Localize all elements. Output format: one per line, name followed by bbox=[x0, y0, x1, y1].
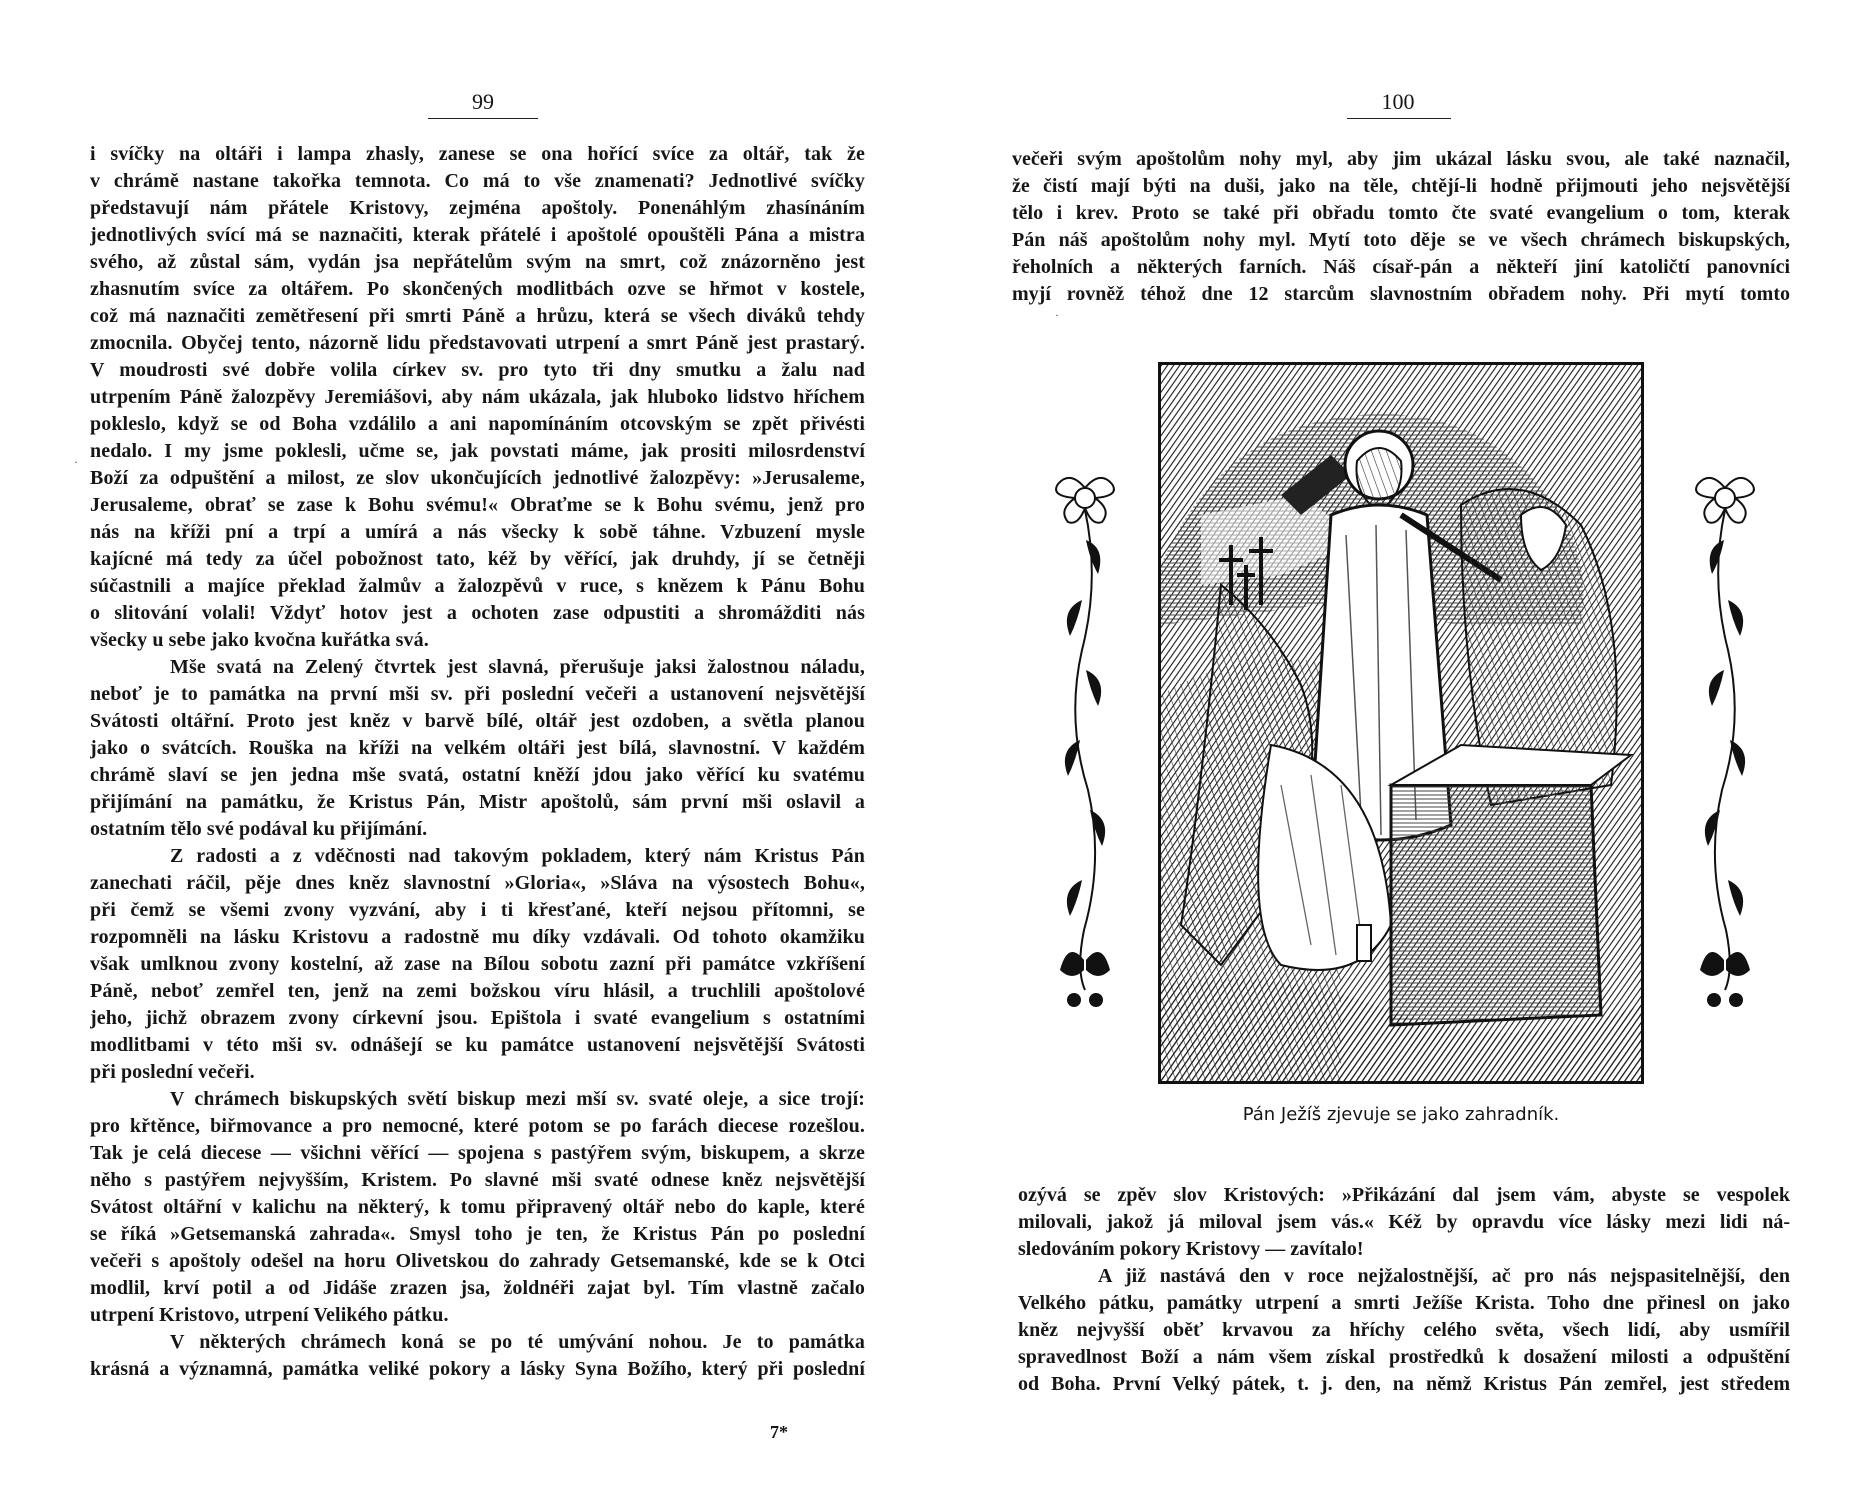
text-line: Mše svatá na Zelený čtvrtek jest slavná, přerušuje jaksi žalostnou náladu, bbox=[170, 656, 865, 678]
text-line: však umlknou zvony kostelní, až zase na Bílou sobotu zazní při památce vzkříšení bbox=[90, 953, 865, 975]
text-line: utrpením Páně žalozpěvy Jeremiášovi, aby nám ukázala, jak hluboko lidstvo hříchem bbox=[90, 386, 865, 408]
text-line: ostatním tělo své podával ku přijímání. bbox=[90, 818, 428, 840]
text-line: Boží za odpuštění a milost, ze slov ukončujících jednotlivé žalozpěvy: »Jerusaleme, bbox=[90, 467, 865, 489]
text-line: Svátost oltářní v kalichu na některý, k tomu připravený oltář nebo do kaple, které bbox=[90, 1196, 865, 1218]
text-line: nedalo. I my jsme poklesli, učme se, jak povstati máme, jak prositi milosrdenství bbox=[90, 440, 865, 462]
text-line: Pán náš apoštolům nohy myl. Mytí toto děje se ve všech chrámech biskupských, bbox=[1012, 229, 1790, 251]
text-line: Svátosti oltářní. Proto jest kněz v barvě bílé, oltář jest ozdoben, a světla planou bbox=[90, 710, 865, 732]
left-body-text bbox=[90, 141, 865, 1383]
text-line: neboť je to památka na první mši sv. při poslední večeři a ustanovení nejsvětější bbox=[90, 683, 865, 705]
text-line: modlitbami v této mši sv. odnášejí se ku památce ustanovení nejsvětější Svátosti bbox=[90, 1034, 865, 1056]
text-line: krásná a významná, památka veliké pokory a lásky Syna Božího, který při poslední bbox=[90, 1358, 865, 1380]
text-line: při čemž se všemi zvony vyzvání, aby i ti křesťané, kteří nejsou přítomni, se bbox=[90, 899, 865, 921]
floral-border-ornament bbox=[1040, 470, 1130, 1030]
text-line: o slitování volali! Vždyť hotov jest a ochoten zase odpustiti a shromážditi nás bbox=[90, 602, 865, 624]
text-line: kajícné má tedy za účel pobožnost tato, kéž by věřící, jak druhdy, jí se četněji bbox=[90, 548, 865, 570]
text-line: i svíčky na oltáři i lampa zhasly, zanese se ona hořící svíce za oltář, tak že bbox=[90, 143, 865, 165]
text-line: svého, až zůstal sám, vydán jsa nepřátelům svým na smrt, což znázorněno jest bbox=[90, 251, 865, 273]
text-line: milovali, jakož já miloval jsem vás.« Kéž by opravdu více lásky mezi lidi ná- bbox=[1018, 1211, 1790, 1233]
text-line: Jerusaleme, obrať se zase k Bohu svému!« Obraťme se k Bohu svému, jenž pro bbox=[90, 494, 865, 516]
text-line: řeholních a některých farních. Náš císař-pán a někteří jiní katoličtí panovníci bbox=[1012, 256, 1790, 278]
text-line: utrpení Kristovo, utrpení Velikého pátku. bbox=[90, 1304, 449, 1326]
right-page bbox=[930, 0, 1860, 1500]
text-line: pokleslo, když se od Boha vzdálilo a ani napomínáním otcovským se zpět přivésti bbox=[90, 413, 865, 435]
text-line: při poslední večeři. bbox=[90, 1061, 255, 1083]
text-line: jednotlivých svící má se naznačiti, kterak přátelé i apoštolé opouštěli Pána a mistra bbox=[90, 224, 865, 246]
text-line: něho s pastýřem nejvyšším, Kristem. Po slavné mši svaté odnese kněz nejsvětější bbox=[90, 1169, 865, 1191]
text-line: Z radosti a z vděčnosti nad takovým pokladem, který nám Kristus Pán bbox=[170, 845, 865, 867]
text-line: že čistí mají býti na duši, jako na těle, chtějí-li hodně přijmouti jeho nejsvětější bbox=[1012, 175, 1790, 197]
page-number: 100 bbox=[1381, 89, 1415, 114]
text-line: což má naznačiti zemětřesení při smrti Páně a hrůzu, která se všech diváků tehdy bbox=[90, 305, 865, 327]
text-line: představují nám přátele Kristovy, zejména apoštoly. Ponenáhlým zhasínáním bbox=[90, 197, 865, 219]
text-line: pro křtěnce, biřmovance a pro nemocné, které potom se po farách diecese rozešlou. bbox=[90, 1115, 865, 1137]
page-number: 99 bbox=[472, 89, 494, 114]
engraving-illustration bbox=[1158, 362, 1644, 1084]
text-line: A již nastává den v roce nejžalostnější, ač pro nás nejspasitelnější, den bbox=[1098, 1265, 1790, 1287]
floral-border-ornament bbox=[1680, 470, 1770, 1030]
text-line: ozývá se zpěv slov Kristových: »Přikázání dal jsem vám, abyste se vespolek bbox=[1018, 1184, 1790, 1206]
text-line: V chrámech biskupských světí biskup mezi mší sv. svaté oleje, a sice trojí: bbox=[170, 1088, 865, 1110]
illustration-caption: Pán Ježíš zjevuje se jako zahradník. bbox=[1242, 1104, 1560, 1125]
text-line: modlil, krví potil a od Jidáše zrazen jsa, žoldnéři zajat byl. Tím vlastně začalo bbox=[90, 1277, 865, 1299]
text-line: v chrámě nastane takořka temnota. Co má to vše znamenati? Jednotlivé svíčky bbox=[90, 170, 865, 192]
text-line: od Boha. První Velký pátek, t. j. den, na němž Kristus Pán zemřel, jest středem bbox=[1018, 1373, 1790, 1395]
page-number-rule bbox=[1347, 118, 1451, 119]
text-line: jako o svátcích. Rouška na kříži na velkém oltáři jest bílá, slavnostní. V každém bbox=[90, 737, 865, 759]
text-line: súčastnili a majíce překlad žalmův a žalozpěvů v ruce, s knězem k Pánu Bohu bbox=[90, 575, 865, 597]
text-line: Velkého pátku, památky utrpení a smrti Ježíše Krista. Toho dne přinesl on jako bbox=[1018, 1292, 1790, 1314]
risen-christ-gardener-engraving bbox=[1161, 365, 1641, 1081]
text-line: zanechati ráčil, pěje dnes kněz slavnostní »Gloria«, »Sláva na výsostech Bohu«, bbox=[90, 872, 865, 894]
text-line: chrámě slaví se jen jedna mše svatá, ostatní kněží jdou jako věřící ku svatému bbox=[90, 764, 865, 786]
text-line: jeho, jichž obrazem zvony církevní jsou. Epištola i svaté evangelium s ostatními bbox=[90, 1007, 865, 1029]
text-line: spravedlnost Boží a nám všem získal prostředků k dosažení milosti a odpuštění bbox=[1018, 1346, 1790, 1368]
text-line: se říká »Getsemanská zahrada«. Smysl toho je ten, že Kristus Pán po poslední bbox=[90, 1223, 865, 1245]
text-line: rozpomněli na lásku Kristovu a radostně mu díky vzdávali. Od tohoto okamžiku bbox=[90, 926, 865, 948]
margin-mark: · bbox=[1055, 308, 1059, 322]
text-line: V některých chrámech koná se po té umývání nohou. Je to památka bbox=[170, 1331, 865, 1353]
right-body-text-bottom bbox=[1018, 1182, 1790, 1398]
text-line: tělo i krev. Proto se také při obřadu tomto čte svaté evangelium o tom, kterak bbox=[1012, 202, 1790, 224]
text-line: zmocnila. Obyčej tento, názorně lidu představovati utrpení a smrt Páně jest prastarý. bbox=[90, 332, 865, 354]
margin-mark: · bbox=[74, 455, 78, 469]
right-body-text-top bbox=[1012, 146, 1790, 308]
text-line: sledováním pokory Kristovy — zavítalo! bbox=[1018, 1238, 1364, 1260]
signature-mark: 7* bbox=[770, 1422, 788, 1442]
text-line: kněz nejvyšší oběť krvavou za hříchy celého světa, všech lidí, aby usmířil bbox=[1018, 1319, 1790, 1341]
text-line: večeři s apoštoly odešel na horu Olivetskou do zahrady Getsemanské, kde se k Otci bbox=[90, 1250, 865, 1272]
text-line: myjí rovněž téhož dne 12 starcům slavnostním obřadem nohy. Při mytí tomto bbox=[1012, 283, 1790, 305]
text-line: nás na kříži pní a trpí a umírá a nás všecky k sobě táhne. Vzbuzení mysle bbox=[90, 521, 865, 543]
page-number-rule bbox=[428, 118, 538, 119]
text-line: Tak je celá diecese — všichni věřící — spojena s pastýřem svým, biskupem, a skrze bbox=[90, 1142, 865, 1164]
text-line: Páně, neboť zemřel ten, jenž na zemi božskou víru hlásil, a truchlili apoštolové bbox=[90, 980, 865, 1002]
text-line: všecky u sebe jako kvočna kuřátka svá. bbox=[90, 629, 429, 651]
text-line: večeři svým apoštolům nohy myl, aby jim ukázal lásku svou, ale také naznačil, bbox=[1012, 148, 1790, 170]
text-line: V moudrosti své dobře volila církev sv. pro tyto tři dny smutku a žalu nad bbox=[90, 359, 865, 381]
text-line: zhasnutím svíce za oltářem. Po skončených modlitbách ozve se hřmot v kostele, bbox=[90, 278, 865, 300]
text-line: přijímání na památku, že Kristus Pán, Mistr apoštolů, sám první mši oslavil a bbox=[90, 791, 865, 813]
